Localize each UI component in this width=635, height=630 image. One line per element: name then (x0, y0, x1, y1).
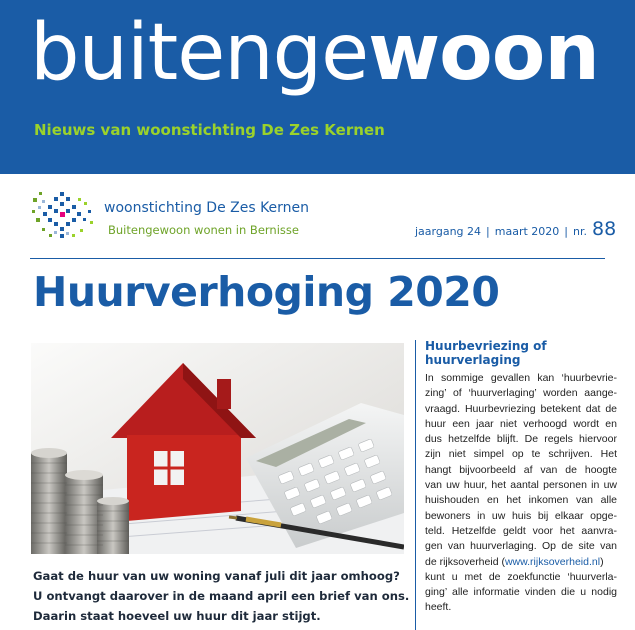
article-photo (31, 343, 404, 554)
divider-bar: | (564, 225, 569, 238)
body-line: dus hetzelfde blijft. De regels hiervoor (425, 433, 617, 446)
body-line: heeft. (425, 601, 452, 614)
issue-info (415, 218, 616, 240)
intro-line: U ontvangt daarover in de maand april een brief van ons. (33, 589, 410, 603)
sidebar-heading-line: huurverlaging (425, 353, 521, 367)
sidebar-heading-line: Huurbevriezing of (425, 339, 547, 353)
sidebar-body (425, 371, 617, 616)
rijksoverheid-link[interactable]: www.rijksoverheid.nl (504, 555, 601, 568)
sidebar-heading (425, 339, 615, 367)
issue-volume: jaargang 24 (415, 225, 482, 238)
header-rule (30, 258, 605, 259)
issue-number-label: nr. (573, 225, 587, 238)
body-line: vraagd. Huurbevriezing betekent dat de (425, 402, 617, 415)
body-line: teld. Hetzelfde geldt voor het aanvra- (425, 524, 617, 537)
house-coins-calculator-illustration (31, 343, 404, 554)
column-divider (415, 340, 416, 630)
title-light-part: buitenge (30, 8, 369, 98)
body-line: ging’ alle informatie vinden die u nodig (425, 586, 617, 599)
article-intro (33, 566, 410, 626)
organization-logo (30, 188, 100, 240)
newsletter-subtitle: Nieuws van woonstichting De Zes Kernen (34, 121, 385, 139)
article-headline: Huurverhoging 2020 (33, 268, 500, 316)
title-bold-part: woon (368, 8, 599, 98)
body-line: zijn niet simpel op te schrijven. Het (425, 448, 617, 461)
body-line: huishouden en het inkomen van alle (425, 494, 617, 507)
body-line: zing’ of ‘huurverlaging’ worden aange- (425, 387, 617, 400)
body-text: de rijksoverheid ( (425, 555, 505, 568)
body-line: van uw huur, het aantal personen in uw (425, 479, 617, 492)
body-line: kunt u met de zoekfunctie ‘huurverla- (425, 570, 617, 583)
organization-tagline: Buitengewoon wonen in Bernisse (108, 223, 299, 237)
body-text: ) (600, 555, 604, 568)
newsletter-title (30, 8, 599, 98)
body-line: bewoners in uw huis bij elkaar opge- (425, 509, 617, 522)
issue-date: maart 2020 (494, 225, 560, 238)
issue-number: 88 (592, 218, 617, 240)
intro-line: Gaat de huur van uw woning vanaf juli dit jaar omhoog? (33, 569, 400, 583)
organization-name: woonstichting De Zes Kernen (104, 200, 310, 216)
body-line: hangt bijvoorbeeld af van de hoogte (425, 463, 617, 476)
masthead (0, 0, 635, 174)
body-line (425, 555, 617, 570)
intro-line: Daarin staat hoeveel uw huur dit jaar stijgt. (33, 609, 321, 623)
divider-bar: | (486, 225, 490, 238)
body-line: gen van huurverlaging. Op de site van (425, 540, 617, 553)
snowflake-logo-icon (30, 188, 100, 240)
body-line: huur een jaar niet verhoogd wordt en (425, 417, 617, 430)
body-line: In sommige gevallen kan ‘huurbevrie- (425, 372, 617, 384)
